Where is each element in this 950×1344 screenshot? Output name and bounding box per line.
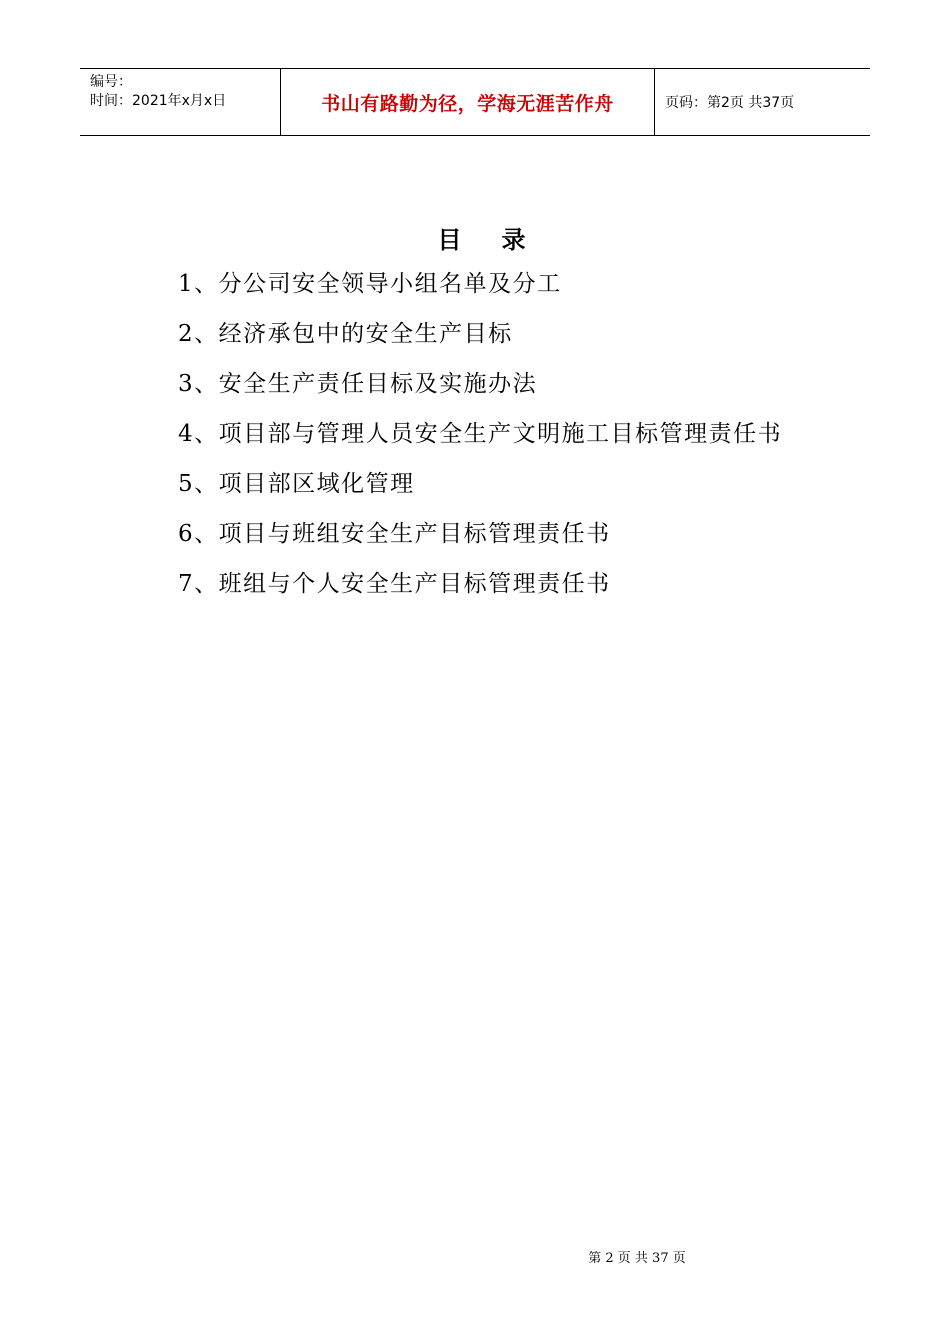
document-number-label: 编号：	[90, 74, 132, 90]
header-page-label: 页码：第2页 共37页	[665, 95, 795, 111]
toc-item: 7、班组与个人安全生产目标管理责任书	[178, 571, 611, 597]
toc-list	[178, 267, 782, 617]
page-footer	[0, 1247, 950, 1266]
header-page-cell	[655, 69, 870, 135]
document-header	[80, 68, 870, 136]
toc-item: 3、安全生产责任目标及实施办法	[178, 371, 538, 397]
toc-item: 4、项目部与管理人员安全生产文明施工目标管理责任书	[178, 421, 783, 447]
toc-item: 6、项目与班组安全生产目标管理责任书	[178, 521, 611, 547]
header-meta-cell	[80, 69, 281, 135]
toc-item: 5、项目部区域化管理	[178, 471, 415, 497]
header-motto: 书山有路勤为径，学海无涯苦作舟	[321, 92, 614, 115]
toc-title: 目录	[437, 225, 566, 254]
document-time-label: 时间：2021年x月x日	[90, 93, 227, 109]
footer-page-number: 第 2 页 共 37 页	[588, 1251, 686, 1266]
toc-item: 1、分公司安全领导小组名单及分工	[178, 271, 562, 297]
toc-item: 2、经济承包中的安全生产目标	[178, 321, 513, 347]
header-motto-cell	[281, 69, 655, 135]
